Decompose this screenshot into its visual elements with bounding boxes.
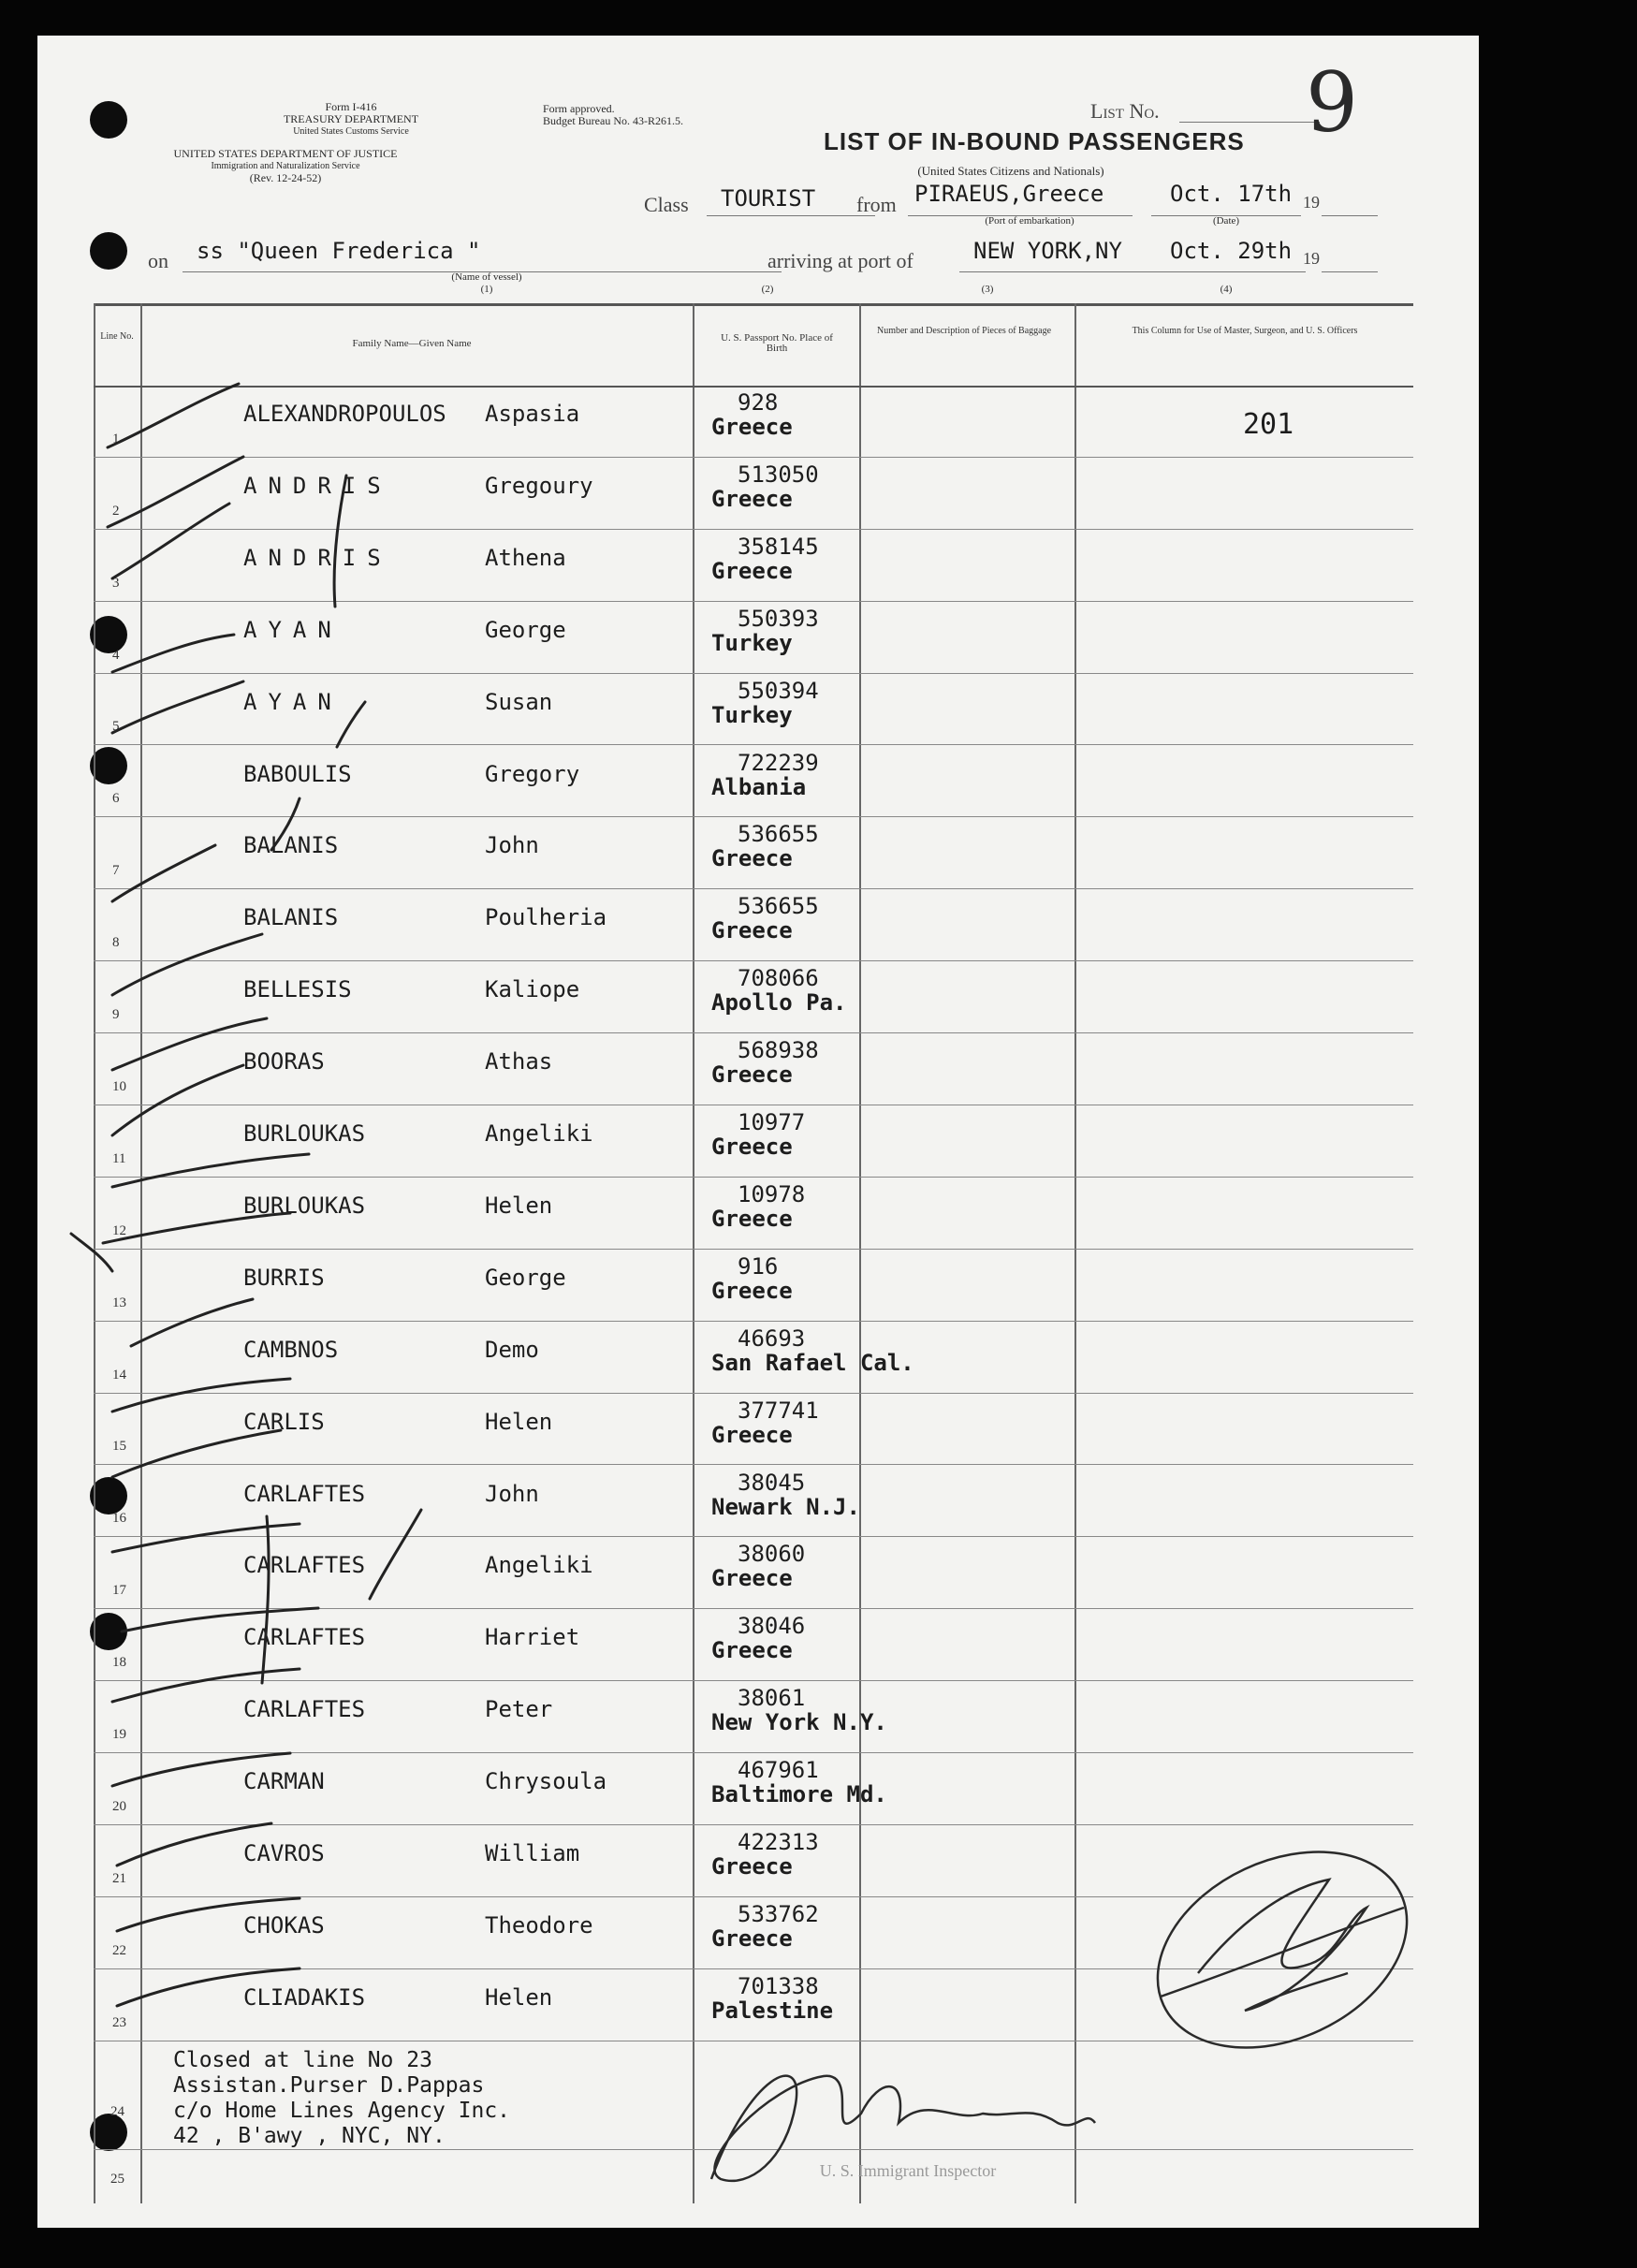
family-name: BURLOUKAS [243, 1120, 366, 1147]
passport-number: 550394 [738, 677, 819, 704]
given-name: Peter [485, 1696, 553, 1723]
col-header-line-no: Line No. [100, 331, 134, 342]
col-header-officers: This Column for Use of Master, Surgeon, and U. S. Officers [1132, 326, 1358, 336]
family-name: CAVROS [243, 1840, 325, 1866]
family-name: CARLAFTES [243, 1480, 366, 1507]
given-name: William [485, 1840, 580, 1866]
place-of-birth: Turkey [711, 701, 793, 728]
place-of-birth: Greece [711, 1061, 793, 1089]
closing-line-2: Assistan.Purser D.Pappas [173, 2073, 485, 2098]
passport-number: 536655 [738, 893, 819, 920]
place-of-birth: San Rafael Cal. [711, 1349, 914, 1376]
date-caption: (Date) [1212, 215, 1240, 227]
inspector-caption: U. S. Immigrant Inspector [819, 2161, 997, 2180]
place-of-birth: Baltimore Md. [711, 1781, 887, 1808]
passport-number: 722239 [738, 749, 819, 776]
place-of-birth: New York N.Y. [711, 1709, 887, 1736]
table-row [37, 602, 1479, 674]
line-number: 14 [112, 1367, 126, 1383]
year-line-2 [1322, 271, 1378, 272]
passport-number: 550393 [738, 605, 819, 632]
family-name: AYAN [243, 688, 343, 715]
given-name: Susan [485, 688, 553, 715]
passport-number: 533762 [738, 1900, 819, 1927]
form-revision: (Rev. 12-24-52) [249, 171, 322, 184]
family-name: CARLAFTES [243, 1696, 366, 1723]
place-of-birth: Greece [711, 485, 793, 512]
passport-number: 38060 [738, 1541, 806, 1568]
family-name: BALANIS [243, 904, 339, 931]
line-number-25: 25 [110, 2172, 124, 2187]
passport-number: 358145 [738, 533, 819, 560]
table-row [37, 674, 1479, 746]
line-number: 9 [112, 1007, 120, 1023]
passport-number: 701338 [738, 1972, 819, 1999]
given-name: Aspasia [485, 401, 580, 427]
form-dept-customs: United States Customs Service [293, 126, 409, 137]
table-row [37, 1897, 1479, 1969]
given-name: Athena [485, 544, 566, 571]
form-dept-treasury: TREASURY DEPARTMENT [283, 112, 419, 125]
passport-number: 38045 [738, 1469, 806, 1496]
table-top-rule [94, 303, 1413, 306]
table-row [37, 386, 1479, 458]
family-name: BABOULIS [243, 760, 352, 787]
family-name: BURLOUKAS [243, 1192, 366, 1219]
line-number: 11 [112, 1150, 126, 1166]
on-label: on [148, 249, 168, 272]
binder-hole [90, 232, 127, 270]
table-row [37, 530, 1479, 602]
line-number: 23 [112, 2014, 126, 2030]
passport-number: 928 [738, 389, 779, 416]
given-name: Helen [485, 1192, 553, 1219]
caption-1: (1) [480, 284, 493, 295]
family-name: CARLIS [243, 1408, 325, 1435]
given-name: Kaliope [485, 976, 580, 1003]
place-of-birth: Apollo Pa. [711, 989, 847, 1017]
place-of-birth: Greece [711, 1924, 793, 1952]
place-of-birth: Greece [711, 845, 793, 872]
closing-line-4: 42 , B'awy , NYC, NY. [173, 2124, 446, 2148]
line-number: 2 [112, 503, 120, 519]
class-label: Class [644, 193, 689, 216]
given-name: Helen [485, 1408, 553, 1435]
given-name: Angeliki [485, 1552, 593, 1579]
table-row [37, 817, 1479, 889]
table-row [37, 1105, 1479, 1178]
passport-number: 377741 [738, 1397, 819, 1424]
table-row [37, 889, 1479, 961]
arrival-line [959, 271, 1306, 272]
officer-note: 201 [1243, 408, 1294, 441]
caption-4: (4) [1220, 284, 1233, 295]
family-name: CHOKAS [243, 1911, 325, 1939]
family-name: ALEXANDROPOULOS [243, 401, 446, 427]
given-name: Chrysoula [485, 1768, 607, 1795]
table-row [37, 1250, 1479, 1322]
table-row [37, 458, 1479, 530]
place-of-birth: Greece [711, 1565, 793, 1592]
year-label: 19 [1303, 193, 1320, 212]
place-of-birth: Turkey [711, 629, 793, 656]
given-name: John [485, 1480, 539, 1507]
given-name: Helen [485, 1983, 553, 2011]
place-of-birth: Greece [711, 1134, 793, 1160]
line-number: 16 [112, 1511, 126, 1527]
given-name: Harriet [485, 1624, 580, 1651]
table-row [37, 1322, 1479, 1394]
class-line [707, 215, 875, 216]
family-name: CARLAFTES [243, 1624, 366, 1651]
line-number: 3 [112, 575, 120, 591]
year-line [1322, 215, 1378, 216]
given-name: Gregoury [485, 472, 593, 499]
form-dept-justice: UNITED STATES DEPARTMENT OF JUSTICE [173, 147, 398, 160]
line-number: 5 [112, 719, 120, 735]
table-row [37, 1537, 1479, 1609]
family-name: ANDRIS [243, 544, 392, 571]
caption-3: (3) [981, 284, 994, 295]
given-name: Athas [485, 1048, 553, 1075]
table-row [37, 1753, 1479, 1825]
table-row [37, 1033, 1479, 1105]
closing-line-1: Closed at line No 23 [173, 2048, 432, 2072]
closing-line-3: c/o Home Lines Agency Inc. [173, 2099, 511, 2123]
table-row [37, 1394, 1479, 1466]
col-header-passport: U. S. Passport No. Place of Birth [721, 332, 833, 354]
line-number-24: 24 [110, 2104, 124, 2119]
year-label-2: 19 [1303, 249, 1320, 268]
passport-number: 422313 [738, 1829, 819, 1855]
family-name: CARMAN [243, 1768, 325, 1795]
line-number: 4 [112, 647, 120, 663]
document-subtitle: (United States Citizens and Nationals) [917, 164, 1104, 178]
family-name: BALANIS [243, 832, 339, 859]
col-header-baggage: Number and Description of Pieces of Baggage [876, 326, 1052, 336]
form-budget-bureau: Budget Bureau No. 43-R261.5. [543, 114, 683, 127]
list-no-line [1179, 122, 1320, 123]
table-row [37, 1466, 1479, 1538]
given-name: Theodore [485, 1911, 593, 1939]
passport-number: 38061 [738, 1685, 806, 1712]
place-of-birth: Greece [711, 1637, 793, 1664]
passport-number: 467961 [738, 1757, 819, 1784]
row-rule-24 [94, 2149, 1413, 2150]
list-no-value: 9 [1306, 54, 1358, 151]
line-number: 20 [112, 1798, 126, 1814]
table-row [37, 961, 1479, 1033]
given-name: Poulheria [485, 904, 607, 931]
line-number: 22 [112, 1942, 126, 1958]
family-name: BURRIS [243, 1264, 325, 1291]
line-number: 18 [112, 1655, 126, 1671]
place-of-birth: Albania [711, 773, 807, 800]
class-value: TOURIST [721, 185, 816, 212]
place-of-birth: Greece [711, 917, 793, 944]
vessel-name: ss "Queen Frederica " [197, 238, 481, 264]
given-name: Demo [485, 1336, 539, 1363]
port-caption: (Port of embarkation) [985, 215, 1074, 227]
manifest-sheet [37, 36, 1479, 2228]
family-name: AYAN [243, 616, 343, 643]
family-name: CLIADAKIS [243, 1983, 366, 2011]
passport-number: 536655 [738, 821, 819, 848]
from-label: from [856, 193, 897, 216]
line-number: 17 [112, 1583, 126, 1599]
line-number: 21 [112, 1870, 126, 1886]
arrival-date: Oct. 29th [1170, 238, 1293, 264]
place-of-birth: Newark N.J. [711, 1493, 860, 1520]
place-of-birth: Palestine [711, 1997, 834, 2024]
place-of-birth: Greece [711, 557, 793, 584]
table-row [37, 1178, 1479, 1250]
family-name: ANDRIS [243, 472, 392, 499]
vessel-caption: (Name of vessel) [451, 271, 522, 283]
line-number: 1 [112, 431, 120, 446]
place-of-birth: Greece [711, 414, 793, 440]
place-of-birth: Greece [711, 1277, 793, 1304]
line-number: 10 [112, 1078, 126, 1094]
line-number: 8 [112, 935, 120, 951]
table-row [37, 1681, 1479, 1753]
passport-number: 38046 [738, 1613, 806, 1640]
line-number: 15 [112, 1439, 126, 1455]
caption-2: (2) [761, 284, 774, 295]
given-name: George [485, 616, 566, 643]
document-title: LIST OF IN-BOUND PASSENGERS [824, 127, 1245, 155]
line-number: 13 [112, 1295, 126, 1310]
arrival-port: NEW YORK,NY [973, 238, 1122, 264]
given-name: John [485, 832, 539, 859]
given-name: Gregory [485, 760, 580, 787]
embark-port: PIRAEUS,Greece [914, 181, 1104, 207]
family-name: BELLESIS [243, 976, 352, 1003]
line-number: 19 [112, 1727, 126, 1743]
form-number: Form I-416 [325, 100, 377, 113]
table-row [37, 1969, 1479, 2041]
line-number: 7 [112, 863, 120, 879]
form-approved: Form approved. [543, 102, 615, 115]
passport-number: 10977 [738, 1109, 806, 1135]
binder-hole [90, 101, 127, 139]
passport-number: 708066 [738, 965, 819, 992]
place-of-birth: Greece [711, 1205, 793, 1232]
line-number: 6 [112, 791, 120, 807]
passport-number: 513050 [738, 461, 819, 488]
passport-number: 10978 [738, 1180, 806, 1207]
embark-date: Oct. 17th [1170, 181, 1293, 207]
table-row [37, 746, 1479, 818]
arriving-label: arriving at port of [767, 249, 914, 272]
family-name: BOORAS [243, 1048, 325, 1075]
given-name: Angeliki [485, 1120, 593, 1147]
place-of-birth: Greece [711, 1421, 793, 1448]
family-name: CAMBNOS [243, 1336, 339, 1363]
given-name: George [485, 1264, 566, 1291]
passport-number: 46693 [738, 1324, 806, 1352]
passport-number: 916 [738, 1252, 779, 1280]
table-row [37, 1609, 1479, 1681]
list-no-label: List No. [1090, 99, 1160, 123]
passport-number: 568938 [738, 1037, 819, 1064]
form-dept-ins: Immigration and Naturalization Service [211, 161, 360, 171]
col-header-name: Family Name—Given Name [352, 338, 472, 349]
table-row [37, 1825, 1479, 1897]
line-number: 12 [112, 1222, 126, 1238]
place-of-birth: Greece [711, 1853, 793, 1880]
family-name: CARLAFTES [243, 1552, 366, 1579]
